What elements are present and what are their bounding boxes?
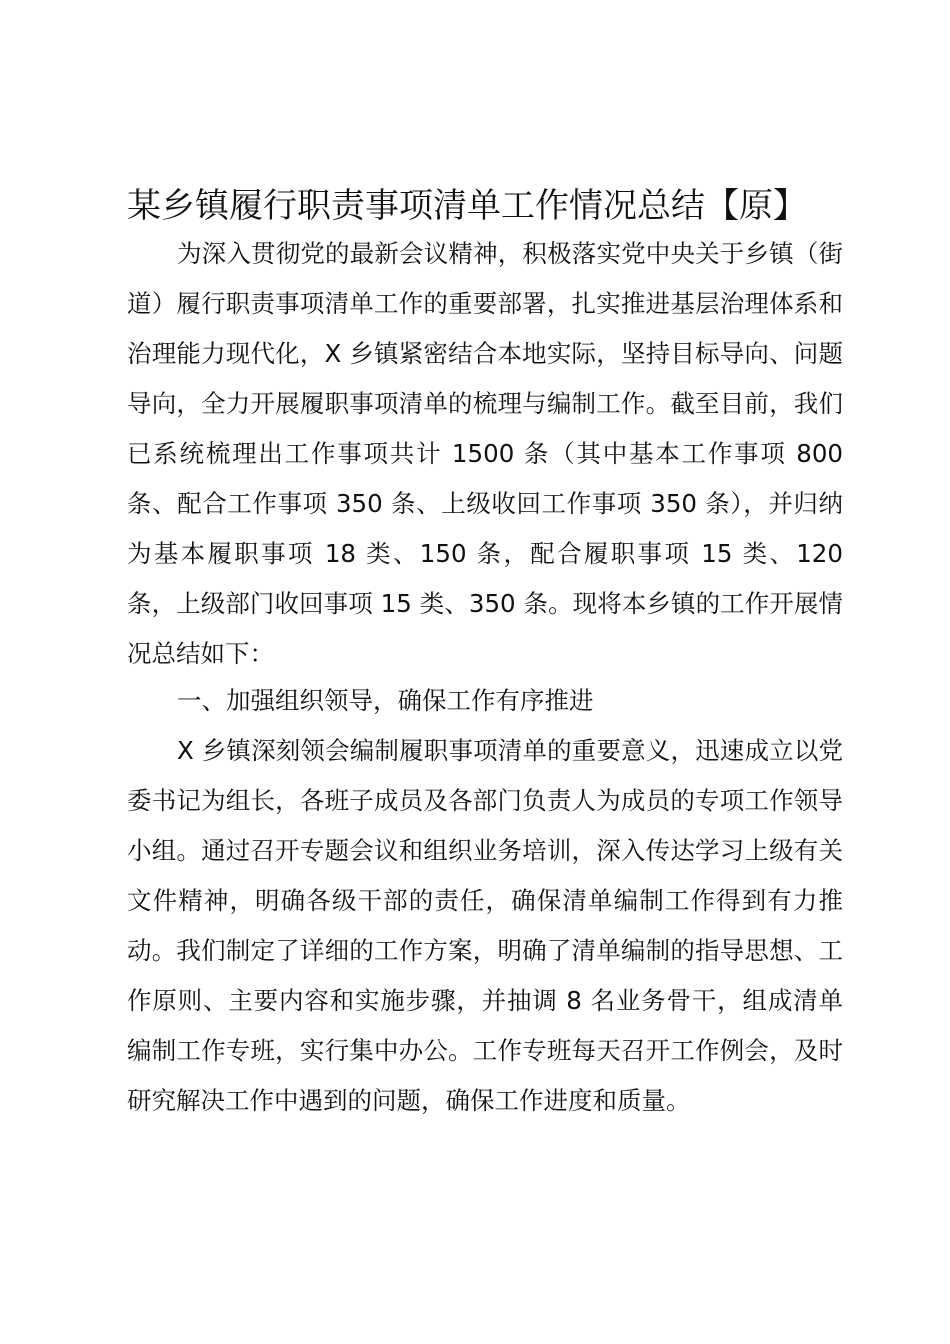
document-title: 某乡镇履行职责事项清单工作情况总结【原】	[127, 186, 807, 226]
section-heading: 一、加强组织领导，确保工作有序推进	[177, 686, 594, 715]
section-paragraph: X 乡镇深刻领会编制履职事项清单的重要意义，迅速成立以党委书记为组长，各班子成员及各部门负责人为成员的专项工作领导小组。通过召开专题会议和组织业务培训，深入传达学习上级有关文件精神，明确各级干部的责任，确保清单编制工作得到有力推动。我们制定了详细的工作方案，明确了清单编制的指导思想、工作原则、主要内容和实施步骤，并抽调 8 名业务骨干，组成清单编制工作专班，实行集中办公。工作专班每天召开工作例会，及时研究解决工作中遇到的问题，确保工作进度和质量。	[127, 736, 843, 1115]
intro-paragraph: 为深入贯彻党的最新会议精神，积极落实党中央关于乡镇（街道）履行职责事项清单工作的重要部署，扎实推进基层治理体系和治理能力现代化，X 乡镇紧密结合本地实际，坚持目标导向、问题导向，全力开展履职事项清单的梳理与编制工作。截至目前，我们已系统梳理出工作事项共计 1500 条（其中基本工作事项 800 条、配合工作事项 350 条、上级收回工作事项 350 条），并归纳为基本履职事项 18 类、150 条，配合履职事项 15 类、120 条，上级部门收回事项 15 类、350 条。现将本乡镇的工作开展情况总结如下：	[127, 239, 843, 668]
